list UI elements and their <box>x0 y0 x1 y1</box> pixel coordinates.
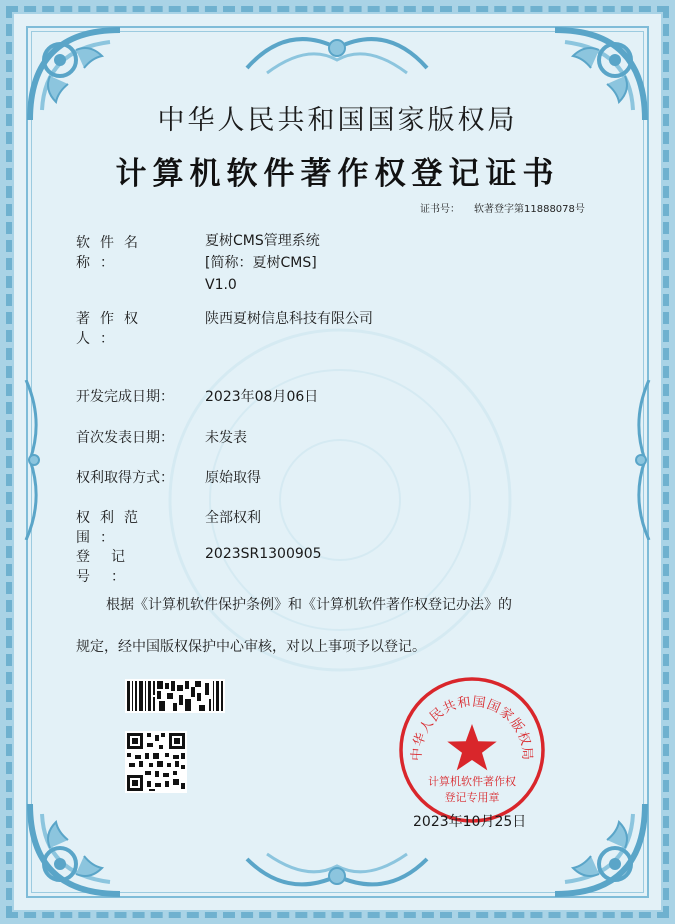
top-ornament-icon <box>237 18 437 88</box>
copyright-owner-value: 陕西夏树信息科技有限公司 <box>205 311 373 327</box>
side-ornament-icon <box>18 380 48 540</box>
scope-value: 全部权利 <box>205 510 261 526</box>
side-ornament-icon <box>627 380 657 540</box>
seal-inner-line-1: 计算机软件著作权 <box>428 775 516 788</box>
certificate-number <box>420 200 585 215</box>
acquisition-method-label: 权利取得方式： <box>76 470 174 486</box>
first-publish-date-value: 未发表 <box>205 430 247 446</box>
copyright-owner-label: 著作权人： <box>76 311 148 347</box>
software-short-name-line: [简称：夏树CMS] <box>205 255 317 271</box>
corner-ornament-icon <box>20 794 130 904</box>
qr-code-icon <box>125 731 187 793</box>
acquisition-method-value: 原始取得 <box>205 470 261 486</box>
corner-ornament-icon <box>545 794 655 904</box>
software-version-line: V1.0 <box>205 277 237 293</box>
barcode-icon <box>125 679 225 713</box>
software-name-label: 软件名称： <box>76 235 148 271</box>
official-seal-icon <box>397 675 547 825</box>
software-name-line: 夏树CMS管理系统 <box>205 233 320 249</box>
registration-number-label: 登记号： <box>76 549 146 585</box>
certificate-number-value: 软著登字第11888078号 <box>474 204 585 215</box>
first-publish-date-label: 首次发表日期： <box>76 430 174 446</box>
registration-number-value: 2023SR1300905 <box>205 546 322 562</box>
software-name-value <box>205 230 320 296</box>
certificate-number-label: 证书号： <box>420 204 460 215</box>
completion-date-value: 2023年08月06日 <box>205 389 319 405</box>
issuing-authority: 中华人民共和国国家版权局 <box>157 105 518 136</box>
certificate-title: 计算机软件著作权登记证书 <box>115 156 560 192</box>
bottom-ornament-icon <box>237 844 437 904</box>
scope-label: 权利范围： <box>76 510 148 546</box>
seal-inner-line-2: 登记专用章 <box>444 791 500 804</box>
completion-date-label: 开发完成日期： <box>76 389 174 405</box>
statement-line-1: 根据《计算机软件保护条例》和《计算机软件著作权登记办法》的 <box>106 597 512 613</box>
issue-date: 2023年10月25日 <box>413 814 527 830</box>
seal-ring-text: 中华人民共和国国家版权局 <box>409 694 535 762</box>
statement-line-2: 规定，经中国版权保护中心审核，对以上事项予以登记。 <box>76 639 426 655</box>
